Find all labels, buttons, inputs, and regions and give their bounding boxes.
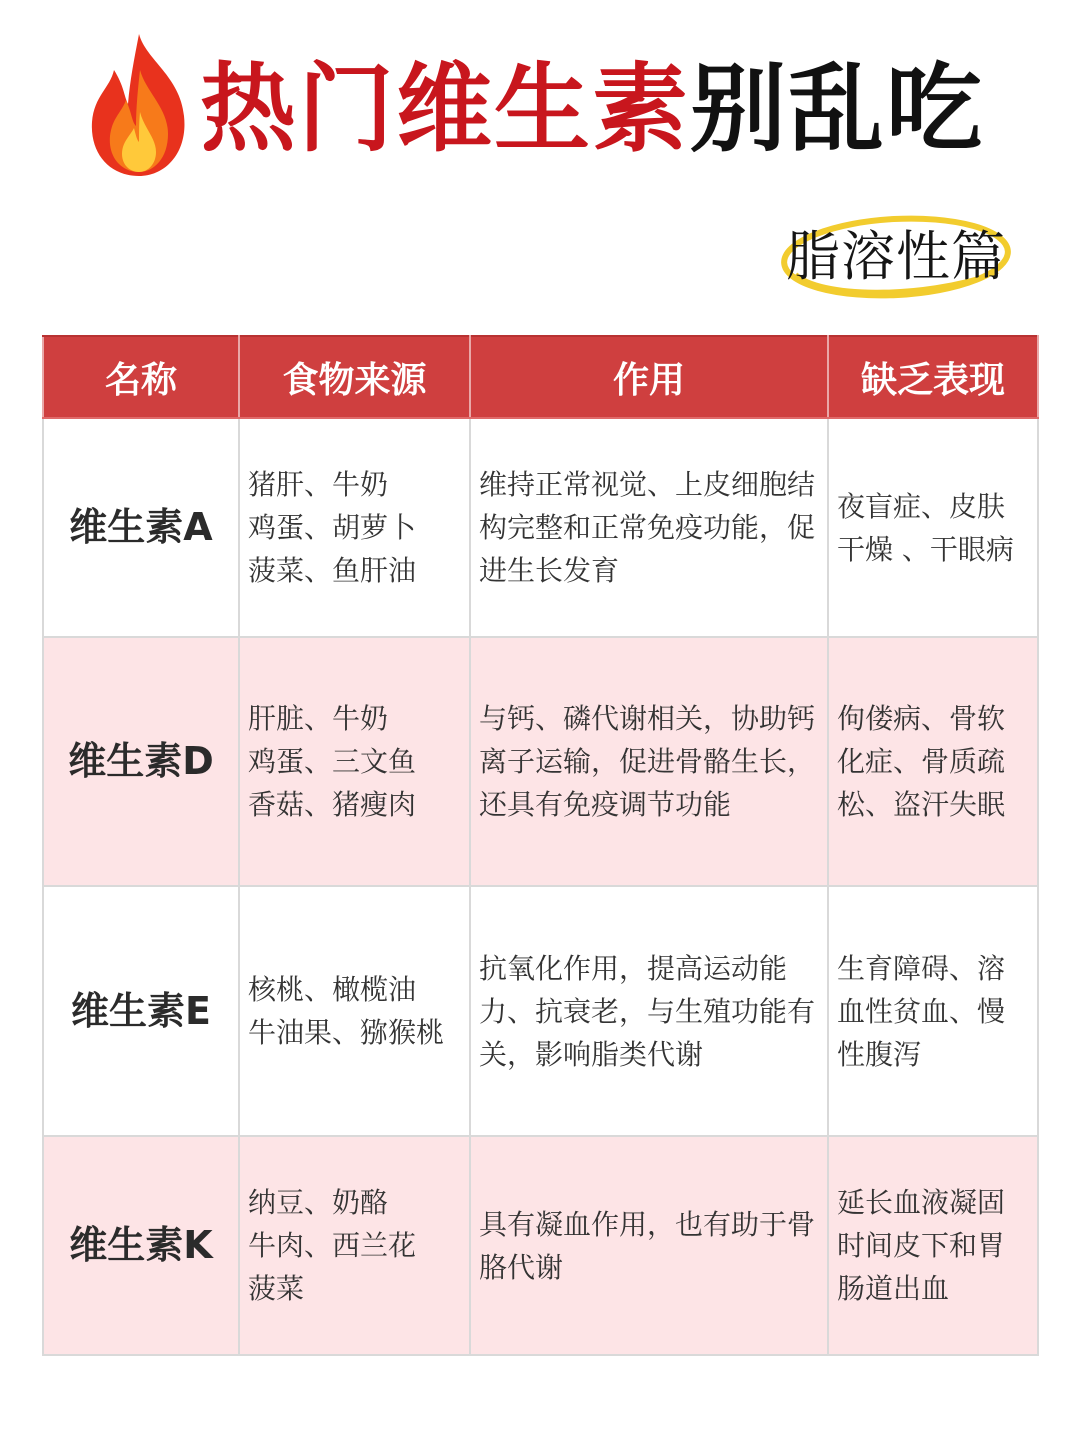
page-title [200,34,984,184]
food-source-line: 肝脏、牛奶 [248,702,389,735]
food-source-line: 鸡蛋、三文鱼 [248,745,417,778]
deficiency-cell [828,418,1038,637]
deficiency-line: 生育障碍、溶 [837,951,1006,985]
table-row [43,1136,1038,1355]
title-black: 别乱吃 [690,53,984,165]
effect-line: 离子运输，促进骨骼生长， [479,745,816,778]
food-source-line: 菠菜、鱼肝油 [248,554,417,587]
deficiency-line: 夜盲症、皮肤 [837,489,1006,523]
badge-label: 脂溶性篇 [786,225,1006,288]
effects-cell [470,418,828,637]
deficiency-line: 化症、骨质疏 [837,745,1006,778]
vitamin-table [42,335,1039,1356]
effect-line: 进生长发育 [479,554,620,587]
column-header-sources: 食物来源 [239,336,470,418]
food-source-line: 牛肉、西兰花 [248,1229,417,1262]
effect-line: 与钙、磷代谢相关，协助钙 [479,702,816,735]
fire-icon [84,30,194,180]
food-source-line: 牛油果、猕猴桃 [248,1016,445,1049]
deficiency-line: 干燥 、干眼病 [837,532,1014,566]
food-sources-cell [239,418,470,637]
column-header-effects: 作用 [470,336,828,418]
effect-line: 具有凝血作用，也有助于骨 [479,1207,816,1241]
vitamin-name: 维生素E [43,886,239,1136]
food-source-line: 香菇、猪瘦肉 [248,788,417,821]
deficiency-line: 延长血液凝固 [837,1186,1006,1219]
table-row [43,418,1038,637]
effect-line: 构完整和正常免疫功能，促 [479,511,816,544]
vitamin-name: 维生素D [43,637,239,886]
deficiency-line: 血性贫血、慢 [837,994,1006,1028]
effect-line: 抗氧化作用，提高运动能 [479,951,788,985]
deficiency-cell [828,637,1038,886]
deficiency-line: 佝偻病、骨软 [837,702,1006,735]
effect-line: 关，影响脂类代谢 [479,1037,704,1071]
effect-line: 维持正常视觉、上皮细胞结 [479,468,816,501]
deficiency-line: 肠道出血 [837,1272,950,1305]
effect-line: 还具有免疫调节功能 [479,788,732,821]
food-source-line: 猪肝、牛奶 [248,468,389,501]
title-red: 热门维生素 [200,53,690,165]
effect-line: 胳代谢 [479,1250,564,1284]
column-header-name: 名称 [43,336,239,418]
category-badge [778,212,1014,302]
vitamin-name: 维生素A [43,418,239,637]
food-sources-cell [239,1136,470,1355]
effects-cell [470,886,828,1136]
deficiency-cell [828,1136,1038,1355]
effects-cell [470,1136,828,1355]
column-header-deficiency: 缺乏表现 [828,336,1038,418]
deficiency-cell [828,886,1038,1136]
food-source-line: 核桃、橄榄油 [248,973,417,1006]
effects-cell [470,637,828,886]
food-source-line: 菠菜 [248,1272,305,1305]
deficiency-line: 时间皮下和胃 [837,1229,1006,1262]
deficiency-line: 松、盗汗失眠 [837,788,1006,821]
table-row [43,886,1038,1136]
deficiency-line: 性腹泻 [837,1037,922,1071]
title-row [0,22,1080,182]
food-source-line: 鸡蛋、胡萝卜 [248,511,417,544]
food-source-line: 纳豆、奶酪 [248,1186,389,1219]
table-header-row [43,336,1038,418]
food-sources-cell [239,637,470,886]
vitamin-name: 维生素K [43,1136,239,1355]
table-row [43,637,1038,886]
food-sources-cell [239,886,470,1136]
effect-line: 力、抗衰老，与生殖功能有 [479,994,816,1028]
